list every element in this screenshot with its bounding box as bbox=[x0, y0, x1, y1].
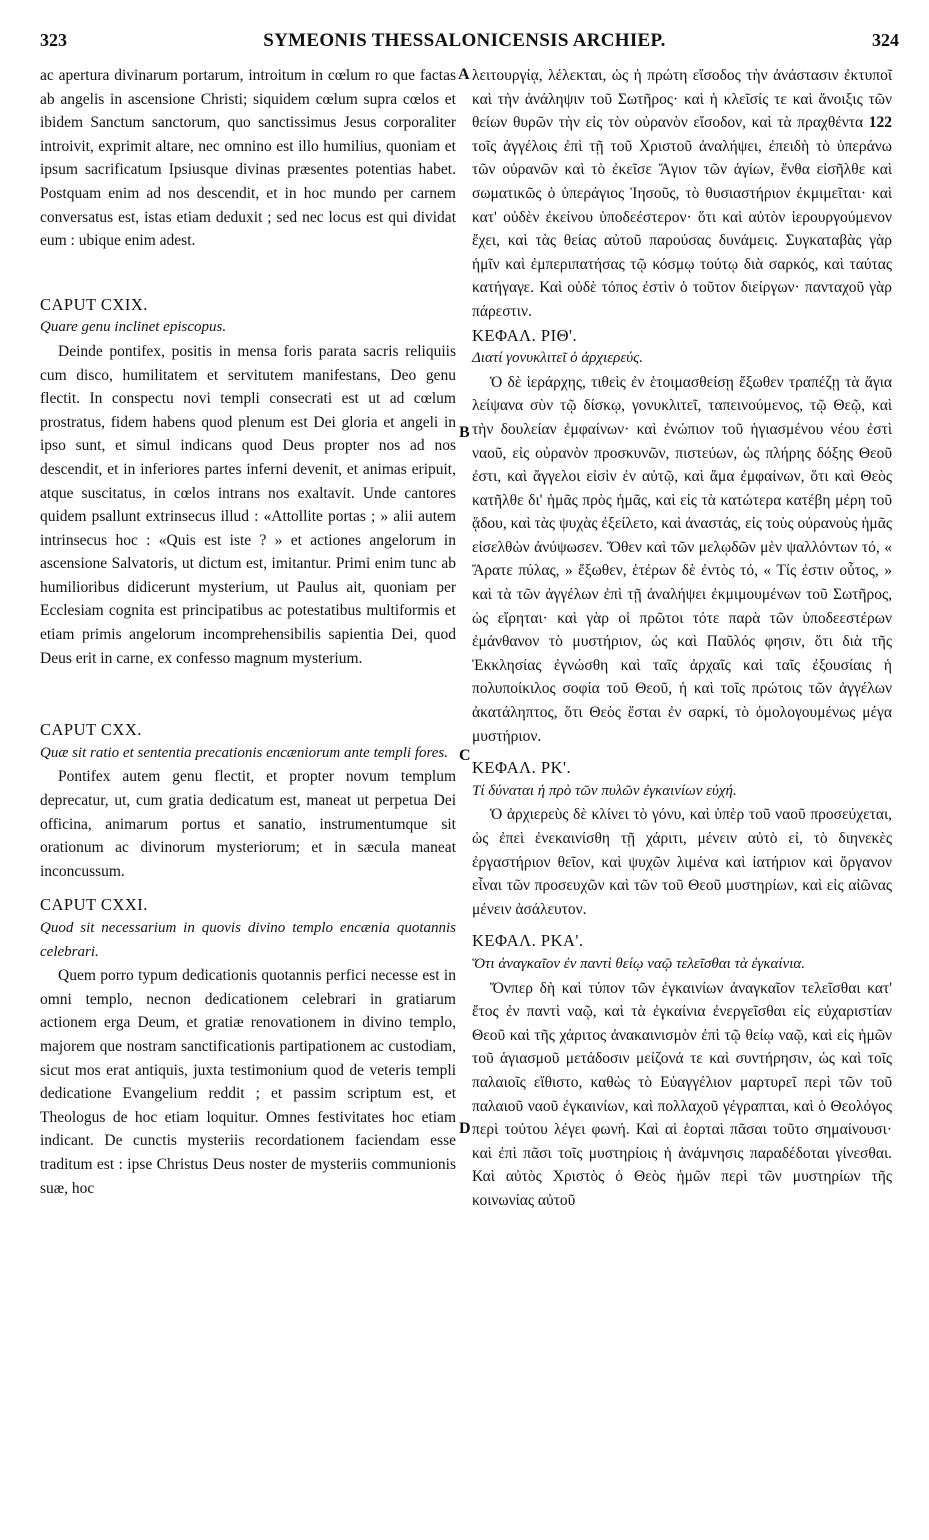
latin-chapter-119-title: CAPUT CXIX. bbox=[40, 294, 148, 314]
margin-marker-b: B bbox=[459, 424, 470, 441]
latin-chapter-120-title: CAPUT CXX. bbox=[40, 720, 142, 740]
greek-chapter-121-title: ΚΕΦΑΛ. ΡΚΑ'. bbox=[472, 931, 584, 951]
greek-chapter-121-subtitle: Ὅτι ἀναγκαῖον ἐν παντὶ θείῳ ναῷ τελεῖσθαι τὰ ἐγκαίνια. bbox=[472, 955, 806, 972]
greek-chapter-120-text: Ὁ ἀρχιερεὺς δὲ κλίνει τὸ γόνυ, καὶ ὑπὲρ τοῦ ναοῦ προσεύχεται, ὡς ἐπεὶ ἐνεκαινίσθη τῇ χάριτι, μένειν αὐτὸ εἰ, τὸ διηνεκὲς ἐργαστήριον θεῖον, καὶ ψυχῶν λιμένα καὶ ἰατήριον καὶ ὄργανον εἶναι τῶν προσευχῶν καὶ τῶν τοῦ Θεοῦ μυστηρίων, καὶ εἰς αἰῶνας μένειν ἀσάλευτον. bbox=[472, 806, 892, 918]
margin-marker-d: D bbox=[459, 1120, 471, 1137]
margin-marker-c: C bbox=[459, 747, 471, 764]
greek-intro-part-1: λειτουργίᾳ, λέλεκται, ὡς ἡ πρώτη εἴσοδος τὴν ἀνάστασιν ἐκτυποῖ καὶ τὴν ἀνάληψιν τοῦ Σωτῆρος· καὶ ἡ κλεῖσίς τε καὶ ἄνοιξις τῶν θείων θυρῶν τὴν εἰς τὸν οὐρανὸν εἴσοδον, καὶ τὰ πραχθέντα bbox=[472, 67, 892, 132]
latin-intro-paragraph: ac apertura divinarum portarum, introitum in cœlum ro que factas ab angelis in ascensione Christi; siquidem cœlum supra cœlos et ibidem Sanctum sanctorum, quo sanctissimus Jesus corporaliter introivit, exprimit altare, nec omnino est illo humilius, quoniam et ipsum sacrificatum Ipsiusque divinas præsentes potentias habet. Postquam enim ad nos descendit, et in hoc mundo per carnem conversatus est, istas etiam deduxit ; sed nec locus est qui dividat eum : ubique enim adest. bbox=[40, 67, 456, 250]
greek-chapter-121-text: Ὅνπερ δὴ καὶ τύπον τῶν ἐγκαινίων ἀναγκαῖον τελεῖσθαι κατ' ἔτος ἐν παντὶ ναῷ, καὶ τὰ ἐγκαίνια ἐνεργεῖσθαι εἰς εὐχαριστίαν Θεοῦ καὶ τῆς χάριτος ἀνακαινισμὸν ἐπὶ τῷ θείῳ ναῷ, καὶ εἰς ἡμῶν τοῦ ἁγιασμοῦ μετάδοσιν μείζονά τε καὶ συντήρησιν, ὡς καὶ τοῖς παλαιοῖς εἴθιστο, καθὼς τὸ Εὐαγγέλιον μαρτυρεῖ περὶ τῶν τοῦ παλαιοῦ ναοῦ ἐγκαινίων, καὶ πολλαχοῦ γέγραπται, καὶ ὁ Θεολόγος περὶ τούτου λέγει φωνή. Καὶ αἱ ἑορταὶ πᾶσαι τοῦτο σημαίνουσι· καὶ ἐπὶ πᾶσι τοῖς μυστηρίοις ἡ ἀνάμνησις παραδέδοται γίνεσθαι. Καὶ αὐτὸς Χριστὸς ὁ Θεὸς ἡμῶν περὶ τῶν μυστηρίων τῆς κοινωνίας αὐτοῦ bbox=[472, 979, 892, 1209]
greek-chapter-119-text: Ὁ δὲ ἱεράρχης, τιθεὶς ἐν ἑτοιμασθείσῃ ἔξωθεν τραπέζῃ τὰ ἅγια λείψανα σὺν τῷ δίσκῳ, γονυκλιτεῖ, ταπεινούμενος, τῷ Θεῷ, καὶ τὴν δουλείαν ἐμφαίνων· καὶ ἐνώπιον τοῦ ἡγιασμένου νέου ἐστὶ ναοῦ, εἰς οὐρανὸν προσκυνῶν, πιστεύων, ὡς πλήρης δόξης Θεοῦ ἐστι, καὶ ἄγγελοι εἰσὶν ἐν αὐτῷ, καὶ ἅμα ἐμφαίνων, ὅτι καὶ Θεὸς κατῆλθε δι' ἡμᾶς πρὸς ἡμᾶς, καὶ εἰς τὰ κατώτερα κατέβη μέρη τοῦ ᾅδου, καὶ τὰς ψυχὰς ἐξείλετο, καὶ ἀναστάς, εἰς τοὺς οὐρανοὺς ἡμᾶς εἰσελθὼν ἀνύψωσεν. Ὅθεν καὶ τῶν μελῳδῶν μὲν ψαλλόντων τό, « Ἄρατε πύλας, » ἔξωθεν, ἑτέρων δὲ ἐντὸς τό, « Τίς ἐστιν οὗτος, » καὶ τὰ τῶν ἀγγέλων ἐπὶ τῇ ἀναλήψει ἐκμιμουμένων τοῦ Σωτῆρος, ὡς εἴρηται· καὶ γὰρ οἱ πρῶτοι τότε παρὰ τῶν ὑποδεεστέρων ἐμάνθανον τὸ μυστήριον, ὡς καὶ Παῦλός φησιν, ὅτι διὰ τῆς Ἐκκλησίας ἐγνώσθη καὶ ταῖς ἀρχαῖς καὶ ταῖς ἐξουσίαις ἡ πολυποίκιλος σοφία τοῦ Θεοῦ, ἡ καὶ τοῖς πρώτοις τῶν ἀγγέλων ἀκατάληπτος, ὅτι Θεὸς ἔσται ἐν σαρκί, τὸ ὁμολογουμένως μέγα μυστήριον. bbox=[472, 373, 892, 745]
latin-chapter-121-subtitle: Quod sit necessarium in quovis divino templo encænia quotannis celebrari. bbox=[40, 920, 456, 960]
running-title: SYMEONIS THESSALONICENSIS ARCHIEP. bbox=[263, 30, 666, 51]
running-header bbox=[0, 30, 929, 60]
greek-intro-paragraph bbox=[472, 64, 892, 324]
greek-chapter-120-title: ΚΕΦΑΛ. ΡΚ'. bbox=[472, 758, 572, 778]
latin-chapter-119-subtitle: Quare genu inclinet episcopus. bbox=[40, 319, 227, 336]
greek-column bbox=[472, 64, 892, 1213]
greek-chapter-119-title: ΚΕΦΑΛ. ΡΙΘ'. bbox=[472, 325, 578, 345]
latin-chapter-121-title: CAPUT CXXI. bbox=[40, 895, 148, 915]
latin-chapter-119-text: Deinde pontifex, positis in mensa foris parata sacris reliquiis cum disco, humilitatem et servitutem manifestans, Deo genu flectit. In conspectu novi templi consecrati est ut ad cœlum prostratus, fidem habens quod plenum est Dei gloria et angeli in ipso sunt, et simul indicans quod Deus propter nos ad nos descendit, et in inferiores partes inferni devenit, et animas eripuit, atque suscitatus, in cœlos intrans nos exaltavit. Unde cantores quidem psallunt extrinsecus illud : «Attollite portas ; » alii autem intrinsecus hoc : «Quis est iste ? » et actiones angelorum in ascensione Salvatoris, ut dictum est, imitantur. Primi enim tunc ab humilioribus didicerunt mysterium, ut Paulus ait, quoniam per Ecclesiam cognita est principatibus ac potestatibus multiformis et etiam primis angelorum incomprehensibilis sapientia Dei, quod Deus erit in carne, ex confesso magnum mysterium. bbox=[40, 342, 456, 667]
latin-chapter-120-text: Pontifex autem genu flectit, et propter novum templum deprecatur, ut, cum gratia dedicatum est, maneat ut perpetua Dei officina, animarum portus et sanatio, instrumentumque sit orationum ac divinorum mysteriorum; et in sæcula maneat inconcussum. bbox=[40, 768, 456, 880]
inline-page-number: 122 bbox=[868, 114, 892, 132]
latin-column bbox=[40, 64, 456, 1200]
latin-chapter-121-text: Quem porro typum dedicationis quotannis perfici necesse est in omni templo, necnon dedicationem celebrari in gratiarum actionem erga Deum, et gratiæ renovationem in divino templo, majorem que nostram sanctificationis partipationem ac custodiam, sicut mos erat antiquis, juxta testimonium quod de veteris templi dedicatione Evangelium reddit ; et passim scriptum est, et Theologus de hoc etiam loquitur. Omnes festivitates hoc etiam indicant. De cunctis mysteriis recordationem faciendam esse traditum est : ipse Christus Deus noster de mysteriis communionis suæ, hoc bbox=[40, 967, 456, 1197]
page-number-right: 324 bbox=[872, 30, 899, 50]
greek-chapter-120-subtitle: Τί δύναται ἡ πρὸ τῶν πυλῶν ἐγκαινίων εὐχή. bbox=[472, 782, 737, 799]
greek-chapter-119-subtitle: Διατί γονυκλιτεῖ ὁ ἀρχιερεύς. bbox=[472, 350, 643, 367]
greek-intro-part-2: τοῖς ἀγγέλοις ἐπὶ τῇ τοῦ Χριστοῦ ἀναλήψει, ἐπειδὴ τὸ ὑπεράνω τῶν οὐρανῶν καὶ τὸ ἐκεῖσε Ἅγιον τῶν ἁγίων, ἔνθα εἰσῆλθε καὶ σωματικῶς ὁ ὑπεράγιος Ἰησοῦς, τὸ θυσιαστήριον ἐκμιμεῖται· καὶ κατ' οὐδὲν ἐκείνου ὑποδεέστερον· ὅτι καὶ αὐτὸν ἱερουργούμενον ἔχει, καὶ τὰς θείας αὐτοῦ παρούσας δυνάμεις. Συγκαταβὰς γὰρ ἡμῖν καὶ ἐμπεριπατήσας τῷ κόσμῳ τούτῳ διὰ σαρκός, καὶ ταύτας κατήγαγε. Καὶ οὐδὲ τόπος ἐστὶν ὁ τοῦτον διείργων· πανταχοῦ γὰρ πάρεστιν. bbox=[472, 137, 892, 320]
latin-chapter-120-subtitle: Quæ sit ratio et sententia precationis encæniorum ante templi fores. bbox=[40, 744, 449, 761]
page-number-left: 323 bbox=[40, 30, 67, 50]
margin-marker-a: A bbox=[458, 66, 470, 83]
